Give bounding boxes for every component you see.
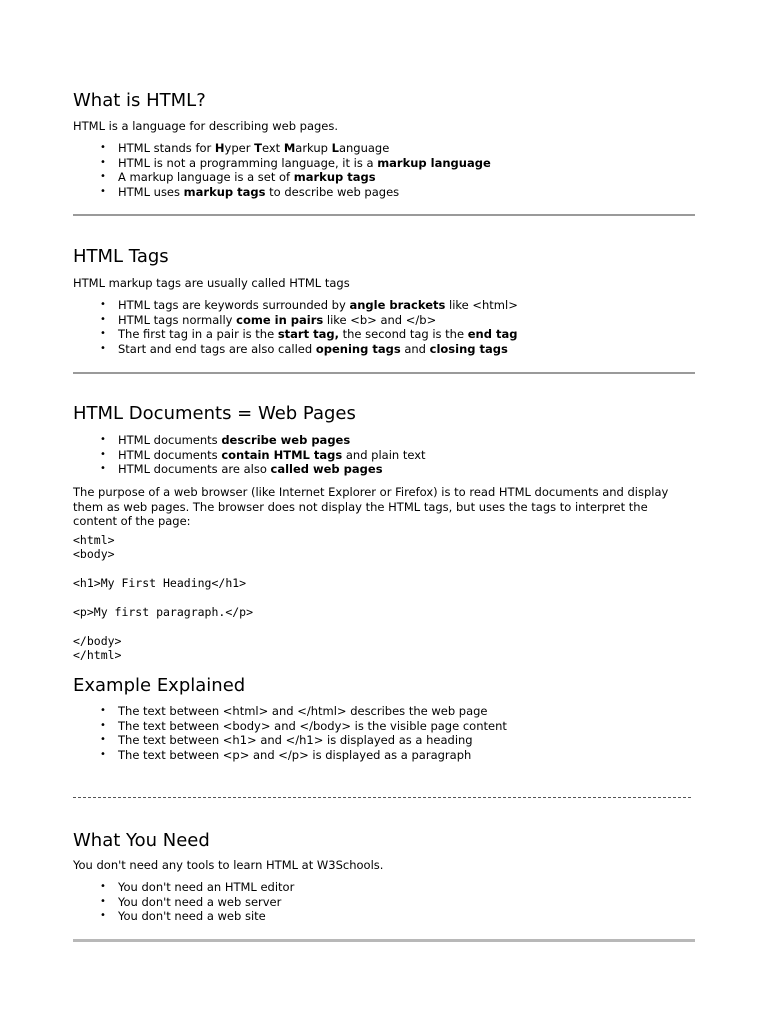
emphasis-text: start tag,: [277, 327, 339, 341]
list-item: • HTML documents contain HTML tags and plain text: [118, 448, 426, 463]
horizontal-rule: [73, 372, 695, 374]
heading-html-documents: HTML Documents = Web Pages: [73, 403, 356, 424]
list-item: • HTML is not a programming language, it is a markup language: [118, 156, 491, 171]
list-item: • You don't need an HTML editor: [118, 880, 294, 895]
list-item: • The first tag in a pair is the start tag, the second tag is the end tag: [118, 327, 518, 342]
list-what-is-html: [73, 141, 491, 199]
list-item: • A markup language is a set of markup tags: [118, 170, 491, 185]
list-item: • Start and end tags are also called opening tags and closing tags: [118, 342, 518, 357]
list-item: • The text between <p> and </p> is displayed as a paragraph: [118, 748, 507, 763]
paragraph-browser-purpose: The purpose of a web browser (like Internet Explorer or Firefox) is to read HTML documents and display them as web pages. The browser does not display the HTML tags, but uses the tags to interpret the content of the page:: [73, 485, 669, 528]
emphasis-text: closing tags: [429, 341, 508, 356]
list-item: • HTML documents are also called web pages: [118, 462, 426, 477]
heading-what-you-need: What You Need: [73, 830, 210, 851]
emphasis-text: angle brackets: [349, 298, 446, 312]
intro-what-is-html: HTML is a language for describing web pages.: [73, 119, 339, 133]
emphasis-text: M: [283, 141, 296, 155]
list-item: • HTML tags normally come in pairs like <b> and </b>: [118, 313, 518, 328]
emphasis-text: describe web pages: [221, 433, 351, 447]
emphasis-text: L: [331, 141, 339, 155]
emphasis-text: opening tags: [315, 341, 401, 356]
intro-html-tags: HTML markup tags are usually called HTML tags: [73, 276, 350, 290]
list-what-you-need: [73, 880, 294, 924]
heading-html-tags: HTML Tags: [73, 246, 169, 267]
list-html-tags: [73, 298, 518, 356]
emphasis-text: markup tags: [293, 170, 376, 184]
intro-what-you-need: You don't need any tools to learn HTML at W3Schools.: [73, 858, 384, 872]
emphasis-text: T: [254, 141, 262, 155]
list-item: • The text between <html> and </html> describes the web page: [118, 704, 507, 719]
list-item: • HTML uses markup tags to describe web pages: [118, 185, 491, 200]
emphasis-text: contain HTML tags: [221, 447, 343, 462]
emphasis-text: come in pairs: [236, 312, 324, 327]
emphasis-text: called web pages: [270, 462, 383, 476]
heading-what-is-html: What is HTML?: [73, 90, 206, 111]
heading-example-explained: Example Explained: [73, 675, 246, 696]
list-html-documents: [73, 433, 426, 477]
code-example: <html> <body> <h1>My First Heading</h1> <p>My first paragraph.</p> </body> </html>: [73, 533, 254, 663]
emphasis-text: markup tags: [183, 184, 266, 199]
list-item: • The text between <h1> and </h1> is displayed as a heading: [118, 733, 507, 748]
emphasis-text: markup language: [377, 155, 491, 170]
list-item: • You don't need a web site: [118, 909, 294, 924]
horizontal-rule: [73, 214, 695, 216]
horizontal-rule: [73, 939, 695, 942]
list-item: • The text between <body> and </body> is the visible page content: [118, 719, 507, 734]
list-item: • HTML documents describe web pages: [118, 433, 426, 448]
dashed-separator: [73, 797, 691, 798]
list-item: • HTML stands for Hyper Text Markup Language: [118, 141, 491, 156]
emphasis-text: end tag: [467, 327, 518, 341]
emphasis-text: H: [214, 141, 225, 155]
list-example-explained: [73, 704, 507, 762]
list-item: • HTML tags are keywords surrounded by angle brackets like <html>: [118, 298, 518, 313]
list-item: • You don't need a web server: [118, 895, 294, 910]
